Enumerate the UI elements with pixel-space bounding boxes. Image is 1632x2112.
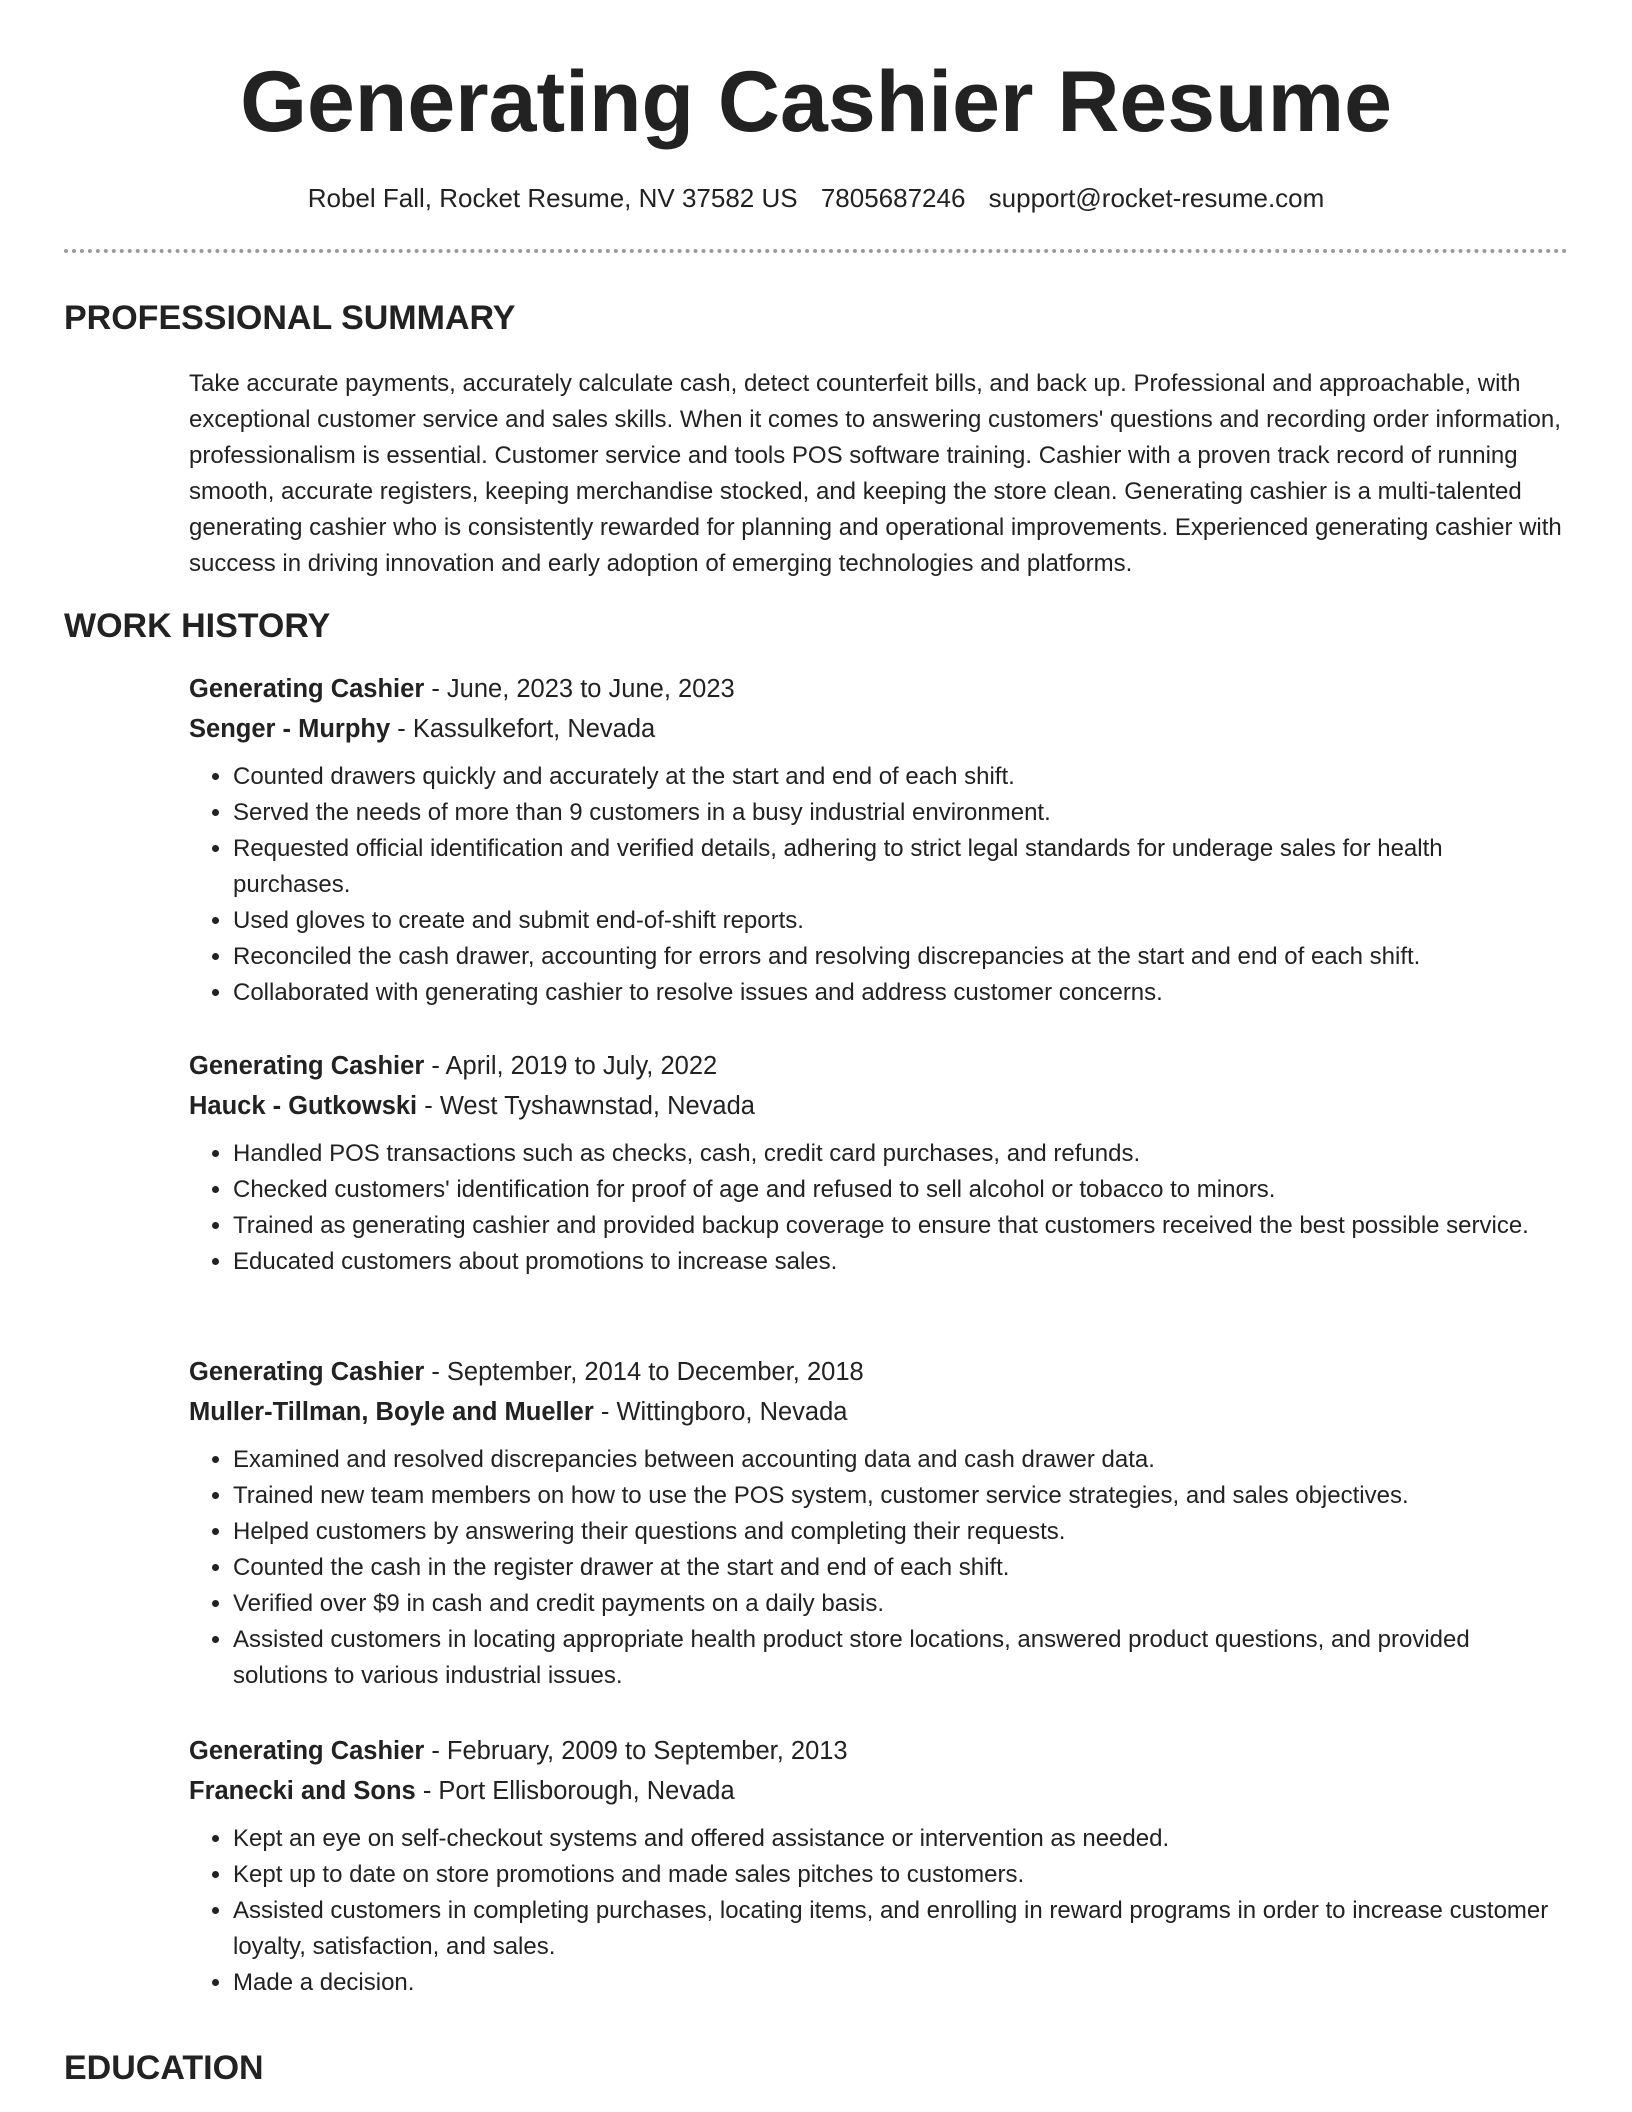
job-bullet: • Helped customers by answering their questions and completing their requests. <box>233 1514 1564 1550</box>
job-bullet: • Kept up to date on store promotions and made sales pitches to customers. <box>233 1857 1564 1893</box>
job-entry <box>189 1046 1564 1280</box>
job-title-line <box>189 1352 1564 1392</box>
job-company-line <box>189 1392 1564 1432</box>
job-company: Senger - Murphy <box>189 715 391 743</box>
job-company-line <box>189 1086 1564 1126</box>
job-entry <box>189 1352 1564 1694</box>
job-dates: - September, 2014 to December, 2018 <box>424 1358 864 1386</box>
job-bullet: • Examined and resolved discrepancies between accounting data and cash drawer data. <box>233 1442 1564 1478</box>
job-bullets <box>189 1442 1564 1694</box>
summary-heading: PROFESSIONAL SUMMARY <box>64 299 516 337</box>
job-location: - Port Ellisborough, Nevada <box>415 1777 735 1805</box>
job-title: Generating Cashier <box>189 675 425 703</box>
job-bullet: • Assisted customers in locating appropriate health product store locations, answered product questions, and provided solutions to various industrial issues. <box>233 1622 1564 1694</box>
job-title-line <box>189 669 1564 709</box>
resume-title: Generating Cashier Resume <box>240 54 1392 150</box>
job-bullets <box>189 759 1564 1011</box>
contact-line <box>0 180 1632 216</box>
job-location: - West Tyshawnstad, Nevada <box>417 1092 755 1120</box>
job-bullet: • Reconciled the cash drawer, accounting for errors and resolving discrepancies at the start and end of each shift. <box>233 939 1564 975</box>
job-title-line <box>189 1046 1564 1086</box>
job-dates: - February, 2009 to September, 2013 <box>424 1737 848 1765</box>
job-bullet: • Used gloves to create and submit end-of-shift reports. <box>233 903 1564 939</box>
job-bullet: • Handled POS transactions such as checks, cash, credit card purchases, and refunds. <box>233 1136 1564 1172</box>
summary-text: Take accurate payments, accurately calculate cash, detect counterfeit bills, and back up. Professional and approachable, with exceptional customer service and sales skills. When it comes to answering customers' questions and recording order information, professionalism is essential. Customer service and tools POS software training. Cashier with a proven track record of running smooth, accurate registers, keeping merchandise stocked, and keeping the store clean. Generating cashier is a multi-talented generating cashier who is consistently rewarded for planning and operational improvements. Experienced generating cashier with success in driving innovation and early adoption of emerging technologies and platforms. <box>189 370 1562 577</box>
job-company: Hauck - Gutkowski <box>189 1092 418 1120</box>
job-location: - Kassulkefort, Nevada <box>390 715 656 743</box>
contact-address: Robel Fall, Rocket Resume, NV 37582 US <box>307 183 798 213</box>
header-divider <box>64 249 1568 253</box>
job-company: Muller-Tillman, Boyle and Mueller <box>189 1398 594 1426</box>
job-company-line <box>189 1771 1564 1811</box>
job-bullet: • Made a decision. <box>233 1965 1564 2001</box>
job-company: Franecki and Sons <box>189 1777 416 1805</box>
job-bullets <box>189 1136 1564 1280</box>
job-company-line <box>189 709 1564 749</box>
job-bullet: • Trained new team members on how to use the POS system, customer service strategies, and sales objectives. <box>233 1478 1564 1514</box>
job-bullets <box>189 1821 1564 2001</box>
job-title: Generating Cashier <box>189 1052 425 1080</box>
job-location: - Wittingboro, Nevada <box>593 1398 848 1426</box>
contact-email: support@rocket-resume.com <box>988 183 1325 213</box>
job-title-line <box>189 1731 1564 1771</box>
job-entry <box>189 1731 1564 2001</box>
work-history-heading: WORK HISTORY <box>64 607 331 645</box>
job-bullet: • Kept an eye on self-checkout systems and offered assistance or intervention as needed. <box>233 1821 1564 1857</box>
job-bullet: • Requested official identification and verified details, adhering to strict legal standards for underage sales for health purchases. <box>233 831 1564 903</box>
job-bullet: • Verified over $9 in cash and credit payments on a daily basis. <box>233 1586 1564 1622</box>
education-heading: EDUCATION <box>64 2049 264 2087</box>
job-bullet: • Served the needs of more than 9 customers in a busy industrial environment. <box>233 795 1564 831</box>
job-bullet: • Checked customers' identification for proof of age and refused to sell alcohol or tobacco to minors. <box>233 1172 1564 1208</box>
job-bullet: • Trained as generating cashier and provided backup coverage to ensure that customers received the best possible service. <box>233 1208 1564 1244</box>
job-dates: - June, 2023 to June, 2023 <box>424 675 735 703</box>
job-bullet: • Educated customers about promotions to increase sales. <box>233 1244 1564 1280</box>
job-dates: - April, 2019 to July, 2022 <box>424 1052 718 1080</box>
contact-phone: 7805687246 <box>820 183 966 213</box>
job-bullet: • Counted drawers quickly and accurately at the start and end of each shift. <box>233 759 1564 795</box>
job-title: Generating Cashier <box>189 1737 425 1765</box>
job-entry <box>189 669 1564 1011</box>
job-bullet: • Collaborated with generating cashier to resolve issues and address customer concerns. <box>233 975 1564 1011</box>
job-bullet: • Counted the cash in the register drawer at the start and end of each shift. <box>233 1550 1564 1586</box>
job-bullet: • Assisted customers in completing purchases, locating items, and enrolling in reward programs in order to increase customer loyalty, satisfaction, and sales. <box>233 1893 1564 1965</box>
job-title: Generating Cashier <box>189 1358 425 1386</box>
